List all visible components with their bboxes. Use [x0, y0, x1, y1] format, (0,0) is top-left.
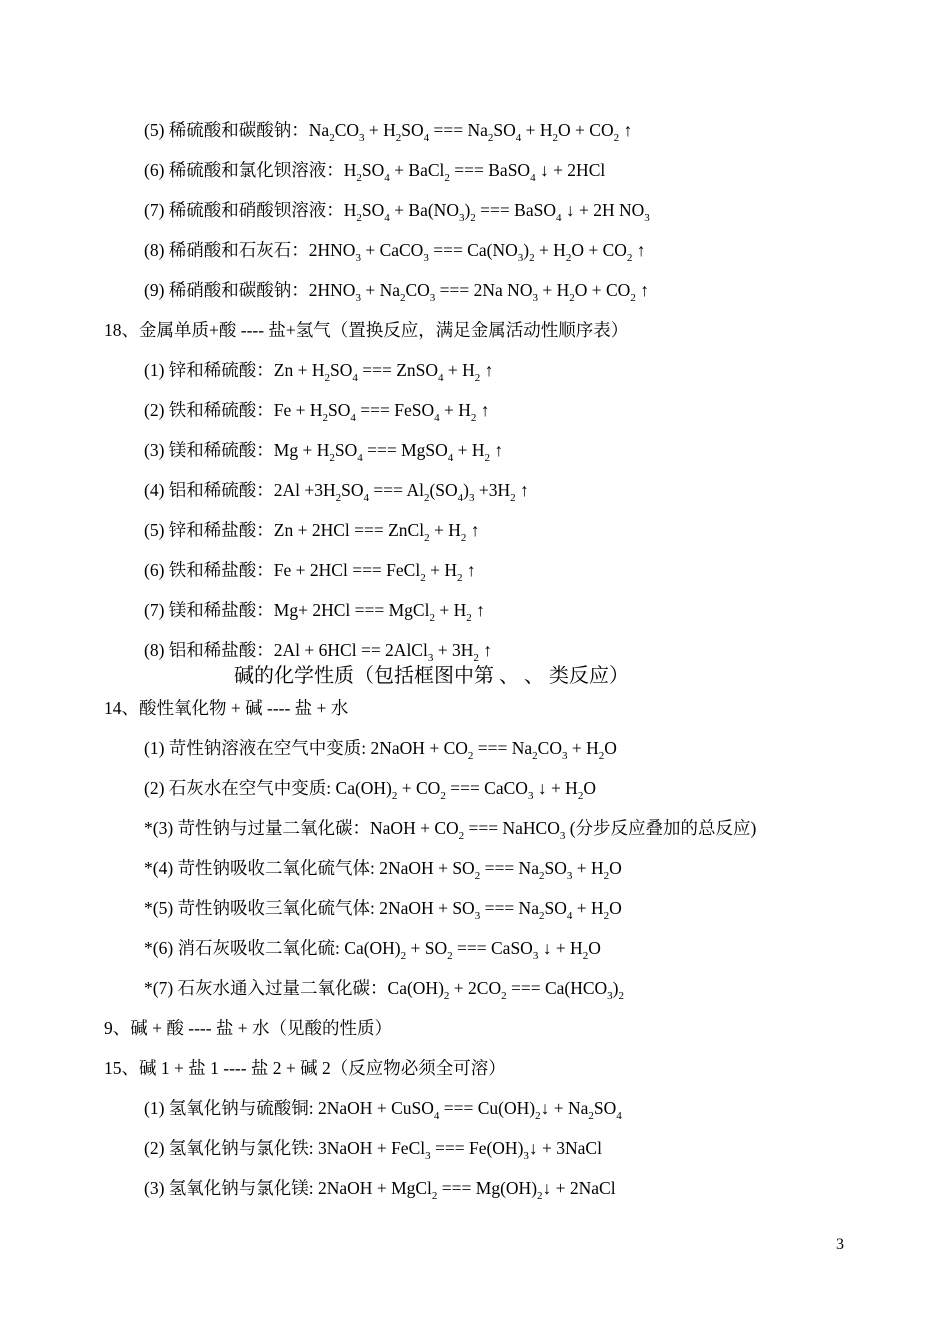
page-number: 3: [836, 1236, 844, 1253]
subscript: 2: [501, 990, 507, 1002]
text-run: SO: [361, 200, 385, 220]
text-run: ↓ + Na: [540, 1098, 589, 1118]
text-run: + Na: [360, 280, 400, 300]
text-run: 18、金属单质+酸 ---- 盐+氢气（置换反应，满足金属活动性顺序表）: [104, 320, 629, 340]
text-run: + H: [521, 120, 553, 140]
subscript: 2: [487, 132, 494, 144]
text-run: === BaSO: [475, 200, 556, 220]
text-run: 9、碱 + 酸 ---- 盐 + 水（见酸的性质）: [104, 1018, 393, 1038]
text-run: CO: [537, 738, 562, 758]
subscript: 2: [552, 132, 559, 144]
text-run: (8) 铝和稀盐酸：2Al + 6HCl == 2AlCl: [144, 640, 428, 660]
subscript: 2: [335, 492, 342, 504]
text-run: + H: [434, 600, 467, 620]
text-run: (7) 镁和稀盐酸：Mg+ 2HCl === MgCl: [144, 600, 430, 620]
subscript: 3: [566, 870, 573, 882]
subscript: 2: [474, 372, 481, 384]
subscript: 2: [598, 750, 605, 762]
text-run: (5) 锌和稀盐酸：Zn + 2HCl === ZnCl: [144, 520, 425, 540]
text-run: O: [588, 938, 601, 958]
subscript: 4: [566, 910, 573, 922]
subscript: 2: [618, 990, 624, 1002]
equation-line: [144, 518, 479, 542]
text-run: + H: [567, 738, 599, 758]
equation-line: [144, 638, 492, 662]
text-run: (6) 稀硫酸和氯化钡溶液：H: [144, 160, 357, 180]
text-run: + 3H: [433, 640, 474, 660]
subscript: 2: [467, 750, 474, 762]
section-heading: [234, 664, 629, 688]
text-run: ): [523, 240, 530, 260]
text-run: ↓ + 2NaCl: [542, 1178, 616, 1198]
subscript: 2: [429, 612, 435, 624]
text-run: O + CO: [574, 280, 631, 300]
subscript: 4: [457, 492, 464, 504]
text-run: O: [604, 738, 617, 758]
text-run: + CaCO: [360, 240, 424, 260]
equation-line: [144, 238, 646, 262]
text-run: O + CO: [571, 240, 627, 260]
subscript: 3: [523, 1150, 529, 1162]
subscript: 2: [431, 1190, 438, 1202]
text-run: === Na: [480, 858, 539, 878]
subscript: 2: [603, 910, 610, 922]
subscript: 4: [515, 132, 522, 144]
text-run: CO: [334, 120, 359, 140]
subscript: 4: [530, 172, 536, 184]
subscript: 2: [535, 1110, 541, 1122]
text-run: + H: [572, 858, 604, 878]
subscript: 2: [538, 910, 545, 922]
subscript: 4: [447, 452, 454, 464]
subscript: 2: [484, 452, 491, 464]
subscript: 3: [644, 212, 650, 224]
text-run: ↑: [462, 560, 476, 580]
text-run: + H: [425, 560, 457, 580]
subscript: 3: [532, 292, 538, 304]
subscript: 2: [443, 990, 450, 1002]
text-run: === CaCO: [445, 778, 528, 798]
text-run: === BaSO: [449, 160, 531, 180]
subscript: 3: [517, 252, 524, 264]
text-run: ↑: [466, 520, 480, 540]
subscript: 3: [359, 132, 365, 144]
text-run: O: [583, 778, 596, 798]
text-run: === ZnSO: [357, 360, 439, 380]
text-run: + CO: [397, 778, 441, 798]
subscript: 4: [438, 372, 444, 384]
text-run: ↑: [635, 280, 649, 300]
equation-line: [144, 598, 485, 622]
subscript: 4: [616, 1110, 622, 1122]
equation-line: [144, 278, 649, 302]
subscript: 2: [466, 612, 472, 624]
subscript: 4: [555, 212, 562, 224]
text-run: (6) 铁和稀盐酸：Fe + 2HCl === FeCl: [144, 560, 421, 580]
text-run: *(5) 苛性钠吸收三氧化硫气体: 2NaOH + SO: [144, 898, 475, 918]
text-run: SO: [493, 120, 516, 140]
text-run: ↓ + H: [533, 778, 578, 798]
text-run: *(3) 苛性钠与过量二氧化碳：NaOH + CO: [144, 818, 459, 838]
text-run: (8) 稀硝酸和石灰石：2HNO: [144, 240, 356, 260]
subscript: 4: [434, 412, 440, 424]
subscript: 4: [433, 1110, 440, 1122]
subscript: 2: [565, 252, 572, 264]
text-run: *(7) 石灰水通入过量二氧化碳：Ca(OH): [144, 978, 444, 998]
subscript: 2: [626, 252, 633, 264]
text-run: ↑: [476, 400, 490, 420]
text-run: === 2Na NO: [435, 280, 533, 300]
text-run: + H: [364, 120, 396, 140]
equation-line: [104, 1056, 506, 1080]
text-run: *(4) 苛性钠吸收二氧化硫气体: 2NaOH + SO: [144, 858, 475, 878]
equation-line: [144, 1176, 616, 1200]
subscript: 2: [458, 830, 465, 842]
subscript: 2: [400, 950, 407, 962]
text-run: 碱的化学性质（包括框图中第 、 、 类反应）: [234, 665, 629, 687]
subscript: 2: [356, 172, 362, 184]
text-run: +3H: [474, 480, 511, 500]
text-run: 15、碱 1 + 盐 1 ---- 盐 2 + 碱 2（反应物必须全可溶）: [104, 1058, 506, 1078]
subscript: 3: [532, 950, 539, 962]
equation-line: [144, 816, 756, 840]
text-run: O: [609, 898, 622, 918]
subscript: 2: [473, 652, 479, 664]
subscript: 3: [561, 750, 568, 762]
text-run: (4) 铝和稀硫酸：2Al +3H: [144, 480, 336, 500]
text-run: (2) 石灰水在空气中变质: Ca(OH): [144, 778, 392, 798]
subscript: 4: [350, 412, 356, 424]
subscript: 2: [532, 750, 538, 762]
subscript: 2: [423, 492, 430, 504]
text-run: === Fe(OH): [430, 1138, 524, 1158]
text-run: ): [463, 480, 469, 500]
text-run: ↓ + 2H NO: [561, 200, 645, 220]
subscript: 3: [559, 830, 566, 842]
subscript: 3: [427, 652, 434, 664]
subscript: 3: [607, 990, 613, 1002]
text-run: + H: [534, 240, 566, 260]
equation-line: [104, 696, 348, 720]
text-run: === NaHCO: [464, 818, 560, 838]
text-run: ↑: [478, 640, 492, 660]
text-run: === FeSO: [355, 400, 435, 420]
text-run: === Al: [369, 480, 424, 500]
text-run: SO: [334, 440, 358, 460]
equation-line: [144, 198, 650, 222]
subscript: 4: [352, 372, 358, 384]
equation-line: [144, 398, 490, 422]
subscript: 2: [456, 572, 463, 584]
text-run: (2) 氢氧化钠与氯化铁: 3NaOH + FeCl: [144, 1138, 426, 1158]
subscript: 4: [423, 132, 430, 144]
text-run: (5) 稀硫酸和碳酸钠：Na: [144, 120, 330, 140]
subscript: 2: [391, 790, 398, 802]
text-run: === Na: [429, 120, 488, 140]
text-run: (SO: [429, 480, 458, 500]
subscript: 3: [458, 212, 465, 224]
text-run: ↑: [515, 480, 529, 500]
subscript: 2: [460, 532, 467, 544]
equation-line: [104, 318, 628, 342]
text-run: + H: [429, 520, 461, 540]
subscript: 2: [399, 292, 406, 304]
subscript: 2: [447, 950, 453, 962]
text-run: === Na: [473, 738, 533, 758]
text-run: *(6) 消石灰吸收二氧化硫: Ca(OH): [144, 938, 401, 958]
text-run: === Ca(HCO: [506, 978, 608, 998]
text-run: === CaSO: [452, 938, 533, 958]
text-run: + H: [537, 280, 570, 300]
text-run: === Ca(NO: [428, 240, 518, 260]
text-run: SO: [401, 120, 424, 140]
text-run: ↑: [471, 600, 485, 620]
subscript: 3: [527, 790, 534, 802]
subscript: 3: [474, 910, 481, 922]
subscript: 2: [470, 412, 477, 424]
text-run: ↑: [619, 120, 633, 140]
text-run: + SO: [406, 938, 448, 958]
subscript: 2: [603, 870, 610, 882]
text-run: O: [609, 858, 622, 878]
subscript: 2: [474, 870, 481, 882]
text-run: SO: [328, 400, 351, 420]
text-run: === MgSO: [362, 440, 448, 460]
subscript: 2: [529, 252, 535, 264]
text-run: (1) 氢氧化钠与硫酸铜: 2NaOH + CuSO: [144, 1098, 434, 1118]
subscript: 2: [322, 412, 329, 424]
subscript: 2: [537, 1190, 543, 1202]
subscript: 4: [357, 452, 363, 464]
subscript: 2: [538, 870, 545, 882]
equation-line: [144, 736, 617, 760]
equation-line: [144, 478, 529, 502]
subscript: 2: [395, 132, 402, 144]
equation-line: [104, 1016, 392, 1040]
text-run: SO: [361, 160, 385, 180]
text-run: ): [612, 978, 619, 998]
equation-line: [144, 896, 622, 920]
equation-line: [144, 936, 601, 960]
subscript: 2: [577, 790, 584, 802]
equation-line: [144, 776, 596, 800]
subscript: 3: [429, 292, 436, 304]
text-run: (7) 稀硫酸和硝酸钡溶液：H: [144, 200, 357, 220]
subscript: 4: [363, 492, 370, 504]
subscript: 3: [425, 1150, 431, 1162]
text-run: ↑: [480, 360, 494, 380]
equation-line: [144, 976, 624, 1000]
subscript: 2: [613, 132, 620, 144]
text-run: (1) 锌和稀硫酸：Zn + H: [144, 360, 325, 380]
text-run: SO: [593, 1098, 617, 1118]
subscript: 2: [356, 212, 362, 224]
equation-line: [144, 158, 605, 182]
subscript: 2: [329, 132, 335, 144]
text-run: ↓ + 2HCl: [535, 160, 606, 180]
text-run: SO: [329, 360, 353, 380]
text-run: + 2CO: [449, 978, 502, 998]
text-run: (1) 苛性钠溶液在空气中变质: 2NaOH + CO: [144, 738, 468, 758]
text-run: === Cu(OH): [439, 1098, 536, 1118]
subscript: 2: [582, 950, 589, 962]
equation-line: [144, 118, 632, 142]
subscript: 2: [424, 532, 430, 544]
subscript: 2: [440, 790, 446, 802]
text-run: === Na: [480, 898, 539, 918]
text-run: CO: [405, 280, 430, 300]
equation-line: [144, 856, 622, 880]
equation-line: [144, 358, 493, 382]
subscript: 3: [355, 292, 361, 304]
subscript: 2: [510, 492, 516, 504]
text-run: (2) 铁和稀硫酸：Fe + H: [144, 400, 323, 420]
subscript: 2: [569, 292, 575, 304]
text-run: ↓ + 3NaCl: [528, 1138, 602, 1158]
text-run: (3) 氢氧化钠与氯化镁: 2NaOH + MgCl: [144, 1178, 432, 1198]
equation-line: [144, 558, 476, 582]
subscript: 3: [468, 492, 475, 504]
text-run: + BaCl: [389, 160, 445, 180]
subscript: 2: [630, 292, 636, 304]
subscript: 4: [384, 212, 390, 224]
text-run: SO: [544, 898, 567, 918]
subscript: 2: [420, 572, 426, 584]
subscript: 2: [470, 212, 476, 224]
text-run: + H: [453, 440, 485, 460]
text-run: ): [464, 200, 471, 220]
text-run: (3) 镁和稀硫酸：Mg + H: [144, 440, 330, 460]
equation-line: [144, 1136, 602, 1160]
text-run: (9) 稀硝酸和碳酸钠：2HNO: [144, 280, 356, 300]
text-run: ↑: [490, 440, 504, 460]
equation-line: [144, 438, 503, 462]
text-run: 14、酸性氧化物 + 碱 ---- 盐 + 水: [104, 698, 349, 718]
text-run: (分步反应叠加的总反应): [565, 818, 757, 838]
subscript: 3: [423, 252, 429, 264]
text-run: ↑: [632, 240, 646, 260]
subscript: 4: [384, 172, 390, 184]
subscript: 2: [588, 1110, 594, 1122]
text-run: + Ba(NO: [389, 200, 459, 220]
text-run: SO: [544, 858, 567, 878]
text-run: + H: [572, 898, 604, 918]
text-run: ↓ + H: [538, 938, 583, 958]
text-run: + H: [443, 360, 475, 380]
subscript: 2: [329, 452, 335, 464]
text-run: === Mg(OH): [437, 1178, 538, 1198]
equation-line: [144, 1096, 622, 1120]
text-run: O + CO: [558, 120, 614, 140]
subscript: 3: [355, 252, 361, 264]
text-run: SO: [341, 480, 364, 500]
subscript: 2: [444, 172, 450, 184]
text-run: + H: [439, 400, 471, 420]
subscript: 2: [324, 372, 330, 384]
